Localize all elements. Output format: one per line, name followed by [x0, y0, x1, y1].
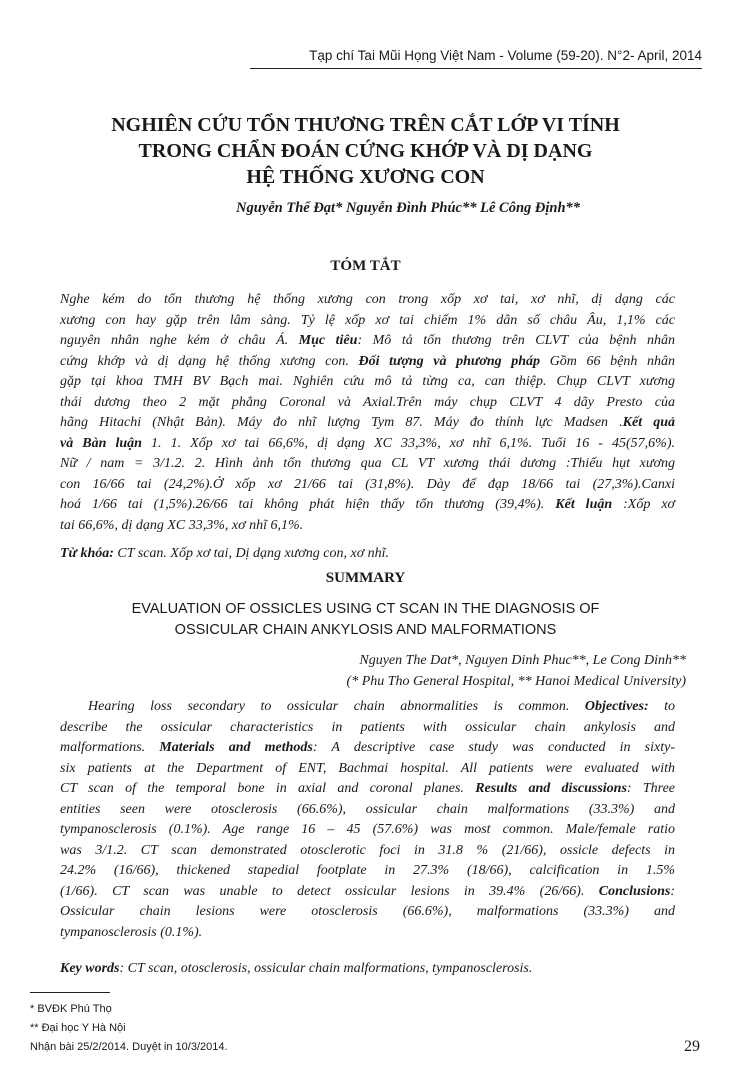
title-line: HỆ THỐNG XƯƠNG CON: [246, 166, 485, 188]
header-rule: [250, 68, 702, 69]
abstract-line: [60, 718, 675, 739]
objective-label: Mục tiêu: [298, 333, 358, 348]
abstract-line: [60, 861, 675, 882]
english-title-line: EVALUATION OF OSSICLES USING CT SCAN IN THE DIAGNOSIS OF: [131, 601, 600, 617]
abstract-line: [60, 290, 675, 311]
abstract-line: [60, 779, 675, 800]
abstract-line: [60, 311, 675, 332]
materials-methods-label: Materials and methods: [159, 740, 313, 755]
abstract-text: Nữ / nam = 3/1.2. 2. Hình ảnh tổn thương qua CL VT xương thái dương :Thiếu hụt xương: [60, 456, 675, 471]
abstract-text: thái dương theo 2 mặt phẳng Coronal và Axial.Trên máy chụp CLVT 4 dãy Presto của: [60, 394, 675, 410]
title-line: TRONG CHẨN ĐOÁN CỨNG KHỚP VÀ DỊ DẠNG: [138, 140, 593, 162]
abstract-text: tai 66,6%, dị dạng XC 33,3%, xơ nhĩ 6,1%.: [60, 517, 304, 533]
abstract-text: Hearing loss secondary to ossicular chain abnormalities is common.: [88, 699, 570, 714]
abstract-text: 1. 1. Xốp xơ tai 66,6%, dị dạng XC 33,3%, xơ nhĩ 6,1%. Tuổi 16 - 45(57,6%).: [141, 435, 675, 451]
abstract-text: nguyên nhân nghe kém ở châu Á.: [60, 333, 289, 348]
key-words-text: : CT scan, otosclerosis, ossicular chain malformations, tympanosclerosis.: [119, 961, 533, 976]
methods-label: Đối tượng và phương pháp: [358, 353, 541, 369]
abstract-line: [60, 697, 675, 718]
abstract-line: [60, 882, 675, 903]
footnote-affiliation-1: * BVĐK Phú Thọ: [30, 1003, 112, 1015]
abstract-line: [60, 434, 675, 455]
title-line: NGHIÊN CỨU TỔN THƯƠNG TRÊN CẮT LỚP VI TÍNH: [111, 114, 620, 136]
footnote-rule: [30, 992, 110, 993]
abstract-text: Gồm 66 bệnh nhân: [549, 353, 676, 369]
abstract-line: [60, 454, 675, 475]
abstract-line: [60, 841, 675, 862]
abstract-line: [60, 800, 675, 821]
footnotes: [30, 1000, 430, 1057]
abstract-line: [60, 738, 675, 759]
keywords-label: Từ khóa:: [60, 546, 114, 561]
key-words-label: Key words: [60, 961, 120, 976]
abstract-text: to: [648, 699, 675, 714]
abstract-text: : Three: [626, 781, 675, 796]
abstract-text: :: [670, 883, 675, 899]
abstract-text: cứng khớp và dị dạng hệ thống xương con.: [60, 353, 349, 369]
abstract-text: hoá 1/66 tai (1,5%).26/66 tai không phát hiện thấy tổn thương (39,4%).: [60, 497, 545, 512]
keywords-vietnamese: [60, 546, 675, 562]
abstract-line: [60, 352, 675, 373]
abstract-text: tympanosclerosis (0.1%).: [60, 924, 203, 940]
abstract-line: [60, 393, 675, 414]
keywords-english: [60, 961, 700, 977]
authors-english: Nguyen The Dat*, Nguyen Dinh Phuc**, Le Cong Dinh**: [359, 653, 686, 668]
abstract-text: CT scan of the temporal bone in axial and coronal planes.: [60, 781, 464, 796]
abstract-text: Ossicular chain lesions were otosclerosis (66.6%), malformations (33.3%) and: [60, 904, 675, 919]
abstract-text: describe the ossicular characteristics in patients with ossicular chain ankylosis and: [60, 719, 675, 735]
journal-header: Tạp chí Tai Mũi Họng Việt Nam - Volume (59-20). N°2- April, 2014: [309, 48, 702, 63]
abstract-line: [60, 475, 675, 496]
abstract-line: [60, 372, 675, 393]
abstract-line: [60, 759, 675, 780]
abstract-text: Nghe kém do tổn thương hệ thống xương con trong xốp xơ tai, xơ nhĩ, dị dạng các: [60, 292, 675, 307]
abstract-line: [60, 495, 675, 516]
summary-heading: SUMMARY: [325, 570, 406, 586]
abstract-text: : A descriptive case study was conducted in sixty-: [312, 740, 675, 755]
abstract-text: entities seen were otosclerosis (66.6%), ossicular chain malformations (33.3%) and: [60, 801, 675, 817]
results-label: Kết quả: [622, 415, 675, 430]
english-authors-block: [200, 650, 686, 692]
abstract-line: [60, 516, 675, 537]
affiliations-english: (* Phu Tho General Hospital, ** Hanoi Medical University): [346, 674, 686, 689]
article-title: [40, 112, 691, 190]
abstract-line: [60, 820, 675, 841]
abstract-text: :Xốp xơ: [612, 497, 676, 512]
abstract-line: [60, 923, 675, 944]
discussion-label: và Bàn luận: [60, 435, 142, 451]
results-discussions-label: Results and discussions: [475, 781, 627, 796]
abstract-text: (1/66). CT scan was unable to detect ossicular lesions in 39.4% (26/66).: [60, 883, 585, 899]
conclusions-label: Conclusions: [598, 883, 671, 899]
vietnamese-abstract: [60, 290, 675, 536]
authors-vietnamese: Nguyễn Thế Đạt* Nguyễn Đình Phúc** Lê Công Định**: [236, 200, 581, 216]
abstract-line: [60, 331, 675, 352]
abstract-text: 24.2% (16/66), thickened stapedial footplate in 27.3% (18/66), calcification in 1.5%: [60, 863, 675, 878]
abstract-line: [60, 413, 675, 434]
abstract-text: six patients at the Department of ENT, Bachmai hospital. All patients were evaluated with: [60, 760, 675, 776]
english-abstract: [60, 697, 675, 943]
abstract-text: tympanosclerosis (0.1%). Age range 16 – 45 (57.6%) was most common. Male/female ratio: [60, 822, 675, 837]
english-title: [40, 599, 691, 641]
abstract-text: hãng Hitachi (Nhật Bản). Máy đo nhĩ lượng Tym 87. Máy đo thính lực Madsen .: [60, 415, 623, 430]
conclusion-label: Kết luận: [555, 497, 613, 512]
footnote-received-date: Nhận bài 25/2/2014. Duyệt in 10/3/2014.: [30, 1041, 228, 1053]
abstract-line: [60, 902, 675, 923]
abstract-text: was 3/1.2. CT scan demonstrated otosclerotic foci in 31.8 % (21/66), ossicle defects in: [60, 842, 675, 858]
abstract-text: xương con hay gặp trên lâm sàng. Tỷ lệ xốp xơ tai chiếm 1% dân số châu Âu, 1,1% các: [60, 312, 675, 328]
keywords-text: CT scan. Xốp xơ tai, Dị dạng xương con, xơ nhĩ.: [113, 546, 390, 561]
abstract-text: : Mô tả tổn thương trên CLVT của bệnh nhân: [357, 333, 676, 348]
abstract-text: gặp tại khoa TMH BV Bạch mai. Nghiên cứu mô tả từng ca, can thiệp. Chụp CLVT xương: [60, 374, 675, 389]
objectives-label: Objectives:: [584, 699, 649, 714]
page-number: 29: [684, 1038, 700, 1055]
abstract-text: malformations.: [60, 740, 146, 755]
tom-tat-heading: TÓM TẮT: [330, 258, 401, 274]
english-title-line: OSSICULAR CHAIN ANKYLOSIS AND MALFORMATIONS: [174, 622, 557, 638]
footnote-affiliation-2: ** Đại học Y Hà Nội: [30, 1022, 126, 1034]
abstract-text: con 16/66 tai (24,2%).Ở xốp xơ 21/66 tai (31,8%). Dày đế đạp 18/66 tai (27,3%).Canxi: [60, 476, 675, 492]
